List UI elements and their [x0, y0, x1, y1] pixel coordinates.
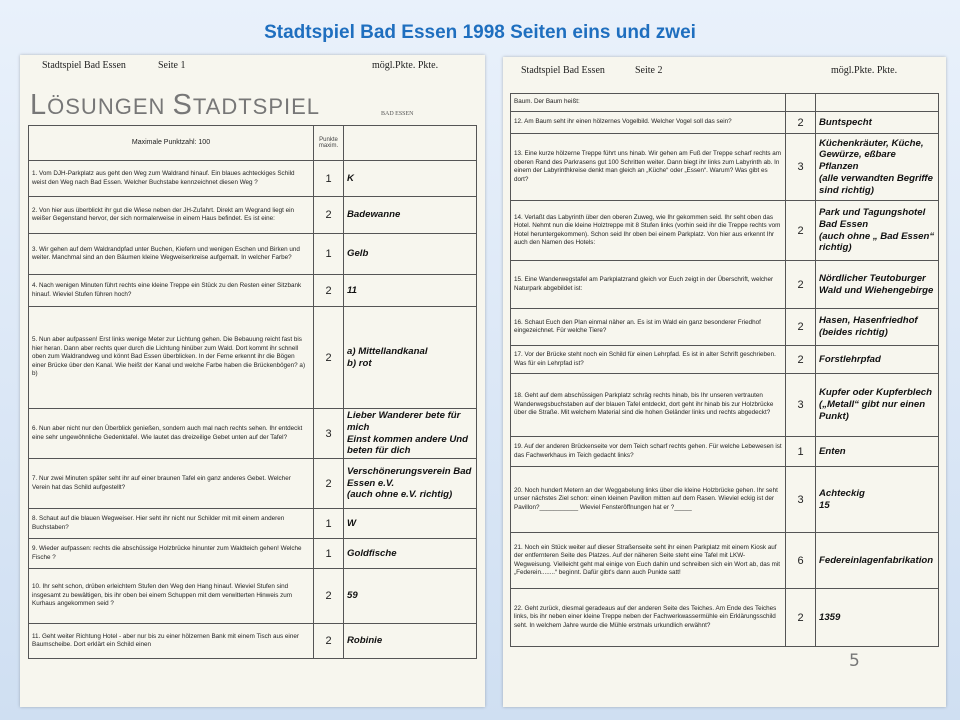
table-row — [511, 346, 939, 374]
table-row — [29, 569, 477, 624]
title-part-2: TADTSPIEL — [192, 94, 321, 119]
table-row — [511, 533, 939, 589]
answer-header-cell — [344, 126, 477, 161]
question-text: 14. Verlaßt das Labyrinth über den oberen Zuweg, wie Ihr gekommen seid. Ihr seht oben das Hotel. Nehmt nun die kleine Holztreppe mit 8 Stufen links (vorhin seid ihr die Treppe rechts vom Hotel heruntergekommen). Schon seid Ihr oben bei einem Parkplatz. Von hier aus erkennt Ihr auch den Namen des Hotels: — [511, 201, 786, 261]
answer: K — [344, 161, 477, 197]
answer: Federeinlagenfabrikation — [816, 533, 939, 589]
table-row — [511, 374, 939, 437]
question-text: 19. Auf der anderen Brückenseite vor dem Teich scharf rechts gehen. Für welche Lebewesen ist das Fachwerkhaus im Teich gedacht links? — [511, 437, 786, 467]
question-text: 1. Vom DJH-Parkplatz aus geht den Weg zum Waldrand hinauf. Ein blaues achteckiges Schild weist den Weg nach Bad Essen. Welcher Buchstabe kennzeichnet diesen Weg ? — [29, 161, 314, 197]
question-text: 21. Noch ein Stück weiter auf dieser Straßenseite seht ihr einen Parkplatz mit einem Kiosk auf der entfernteren Seite des Platzes. Auf der näheren Seite steht eine Tafel mit LKW-Wegweisung. Vielleicht geht mal einige von Euch dahin und schreiben sich ein Wort ab, das mit „Federein........“ beginnt. Dafür gibt's dann auch Punkte satt! — [511, 533, 786, 589]
max-points: 2 — [786, 309, 816, 346]
max-points: 3 — [314, 409, 344, 459]
table-row — [29, 409, 477, 459]
table-row — [29, 161, 477, 197]
question-table-page-1 — [28, 125, 477, 659]
table-row — [29, 459, 477, 509]
page-header-points: mögl.Pkte. Pkte. — [372, 60, 439, 71]
points-column-label: Punkte maxim. — [314, 126, 344, 161]
table-row — [29, 624, 477, 659]
answer: a) Mittellandkanal b) rot — [344, 307, 477, 409]
question-text: 9. Wieder aufpassen: rechts die abschüssige Holzbrücke hinunter zum Waldteich gehen! Welche Fische ? — [29, 539, 314, 569]
answer: Forstlehrpfad — [816, 346, 939, 374]
answer: Park und Tagungshotel Bad Essen (auch ohne „ Bad Essen“ richtig) — [816, 201, 939, 261]
table-row — [511, 201, 939, 261]
max-points: 6 — [786, 533, 816, 589]
question-text: 7. Nur zwei Minuten später seht ihr auf einer braunen Tafel ein ganz anderes Gebet. Welcher Verein hat das Schild aufgestellt? — [29, 459, 314, 509]
title-tag: BAD ESSEN — [381, 111, 414, 117]
table-row — [511, 589, 939, 647]
answer: 1359 — [816, 589, 939, 647]
max-points: 2 — [314, 569, 344, 624]
table-row — [511, 467, 939, 533]
max-points: 2 — [786, 589, 816, 647]
page-header-left: Stadtspiel Bad Essen — [521, 65, 605, 76]
max-points: 1 — [314, 509, 344, 539]
question-text: 8. Schaut auf die blauen Wegweiser. Hier seht ihr nicht nur Schilder mit mit einem anderen Buchstaben? — [29, 509, 314, 539]
max-points: 2 — [786, 261, 816, 309]
answer: Goldfische — [344, 539, 477, 569]
question-text: 18. Geht auf dem abschüssigen Parkplatz schräg rechts hinab, bis Ihr unseren vertrauten Wanderwegsbuchstaben auf der blauen Tafel entdeckt, dort geht ihr hinab bis zur Holzbrücke über die Straße. Mit welchem Material sind die hohen Geländer links und rechts abgedeckt? — [511, 374, 786, 437]
page-header-points: mögl.Pkte. Pkte. — [831, 65, 898, 76]
sheet-title — [30, 89, 320, 122]
page-header-page: Seite 1 — [158, 60, 186, 71]
question-text: 17. Vor der Brücke steht noch ein Schild für einen Lehrpfad. Es ist in alter Schrift geschrieben. Was für ein Lehrpfad ist? — [511, 346, 786, 374]
table-row — [511, 112, 939, 134]
answer: Achteckig 15 — [816, 467, 939, 533]
title-initial-s: S — [172, 89, 193, 121]
answer: Badewanne — [344, 197, 477, 234]
max-points: 2 — [314, 307, 344, 409]
question-text: 12. Am Baum seht ihr einen hölzernes Vogelbild. Welcher Vogel soll das sein? — [511, 112, 786, 134]
table-row — [511, 134, 939, 201]
answer: Lieber Wanderer bete für mich Einst kommen andere Und beten für dich — [344, 409, 477, 459]
table-row — [29, 509, 477, 539]
table-row — [29, 234, 477, 275]
max-points: 1 — [786, 437, 816, 467]
question-text: 15. Eine Wanderwegstafel am Parkplatzrand gleich vor Euch zeigt in der Überschrift, welcher Naturpark abgebildet ist: — [511, 261, 786, 309]
table-row — [511, 261, 939, 309]
question-text: 3. Wir gehen auf dem Waldrandpfad unter Buchen, Kiefern und wenigen Eschen und Birken und weiter. Manchmal sind an den Bäumen kleine Wegweiserkreise aufgemalt. In welcher Farbe? — [29, 234, 314, 275]
answer: Hasen, Hasenfriedhof (beides richtig) — [816, 309, 939, 346]
question-text: 5. Nun aber aufpassen! Erst links wenige Meter zur Lichtung gehen. Die Bebauung reicht fast bis hier heran. Dann aber rechts quer durch die Lichtung hinüber zum Wald. Dort kommt ihr schnell oben zum Waldrandweg und könnt Bad Essen überblicken. In der Ferne erkennt ihr die Bögen einer Brücke über den Kanal. Wie heißt der Kanal und welche Farbe haben die Brückenbögen? a) b) — [29, 307, 314, 409]
max-points: 3 — [786, 134, 816, 201]
max-points: 2 — [314, 197, 344, 234]
table-row-intro — [511, 94, 939, 112]
table-row — [511, 309, 939, 346]
question-table-page-2 — [510, 93, 939, 647]
answer: Verschönerungsverein Bad Essen e.V. (auch ohne e.V. richtig) — [344, 459, 477, 509]
title-initial-l: L — [30, 89, 48, 121]
answer: Enten — [816, 437, 939, 467]
answer: Nördlicher Teutoburger Wald und Wiehengebirge — [816, 261, 939, 309]
question-text: 20. Noch hundert Metern an der Weggabelung links über die kleine Holzbrücke gehen. Ihr seht unser nächstes Ziel schon: einen kleinen Pavillon mitten auf dem Rasen. Wieviel eckig ist der Pavillon?___________ Wieviel Fensteröffnungen hat er ?_____ — [511, 467, 786, 533]
question-text: 11. Geht weiter Richtung Hotel - aber nur bis zu einer hölzernen Bank mit einem Tisch aus einer Baumscheibe. Dort erklärt ein Schild einen — [29, 624, 314, 659]
solution-sheet-page-1 — [20, 55, 485, 707]
answer: Küchenkräuter, Küche, Gewürze, eßbare Pflanzen (alle verwandten Begriffe sind richtig) — [816, 134, 939, 201]
question-text: 4. Nach wenigen Minuten führt rechts eine kleine Treppe ein Stück zu den Resten einer Sitzbank hinauf. Wieviel Stufen führen hoch? — [29, 275, 314, 307]
table-row — [29, 197, 477, 234]
answer: Gelb — [344, 234, 477, 275]
answer: Kupfer oder Kupferblech („Metall“ gibt nur einen Punkt) — [816, 374, 939, 437]
page-header-page: Seite 2 — [635, 65, 663, 76]
max-points: 1 — [314, 539, 344, 569]
max-points: 2 — [786, 112, 816, 134]
max-points: 2 — [314, 624, 344, 659]
answer: 59 — [344, 569, 477, 624]
solution-sheet-page-2 — [503, 57, 946, 707]
page-header-left: Stadtspiel Bad Essen — [42, 60, 126, 71]
table-row — [29, 275, 477, 307]
max-points: 1 — [314, 161, 344, 197]
table-row — [29, 307, 477, 409]
table-header-row — [29, 126, 477, 161]
max-points: 2 — [314, 275, 344, 307]
table-row — [29, 539, 477, 569]
question-text: 10. Ihr seht schon, drüben erleichtern Stufen den Weg den Hang hinauf. Wieviel Stufen sind insgesamt zu bewältigen, bis ihr oben bei einem Schuppen mit dem verwitterten Hinweis zum Kurhaus angekommen seid ? — [29, 569, 314, 624]
max-points: 1 — [314, 234, 344, 275]
answer: Buntspecht — [816, 112, 939, 134]
title-part-1: ÖSUNGEN — [47, 94, 173, 119]
question-text: 2. Von hier aus überblickt ihr gut die Wiese neben der JH-Zufahrt. Direkt am Wegrand liegt ein weißer Gegenstand hervor, der sich normalerweise in einem Haus befindet. Es ist eine: — [29, 197, 314, 234]
max-points: 3 — [786, 467, 816, 533]
max-points-label: Maximale Punktzahl: 100 — [29, 126, 314, 161]
max-points: 2 — [786, 201, 816, 261]
question-text-continued: Baum. Der Baum heißt: — [511, 94, 786, 112]
answer: W — [344, 509, 477, 539]
answer: 11 — [344, 275, 477, 307]
question-text: 13. Eine kurze hölzerne Treppe führt uns hinab. Wir gehen am Fuß der Treppe scharf rechts am oberen Rand des Parkrasens gut 100 Schritten weiter. Dann biegt ihr links zum Labyrinth ab. In einem der Labyrinthkreise denkt man gleich an „Küche“ oder „Essen“. Warum? Was gibt es dort? — [511, 134, 786, 201]
question-text: 22. Geht zurück, diesmal geradeaus auf der anderen Seite des Teiches. Am Ende des Teiches links, bis ihr neben einer kleine Treppe neben der Fachwerkwassermühle ein Erklärungsschild seht. In welchem Jahre wurde die Mühle erstmals urkundlich erwähnt? — [511, 589, 786, 647]
max-points: 2 — [314, 459, 344, 509]
question-text: 16. Schaut Euch den Plan einmal näher an. Es ist im Wald ein ganz besonderer Friedhof eingezeichnet. Für welche Tiere? — [511, 309, 786, 346]
slide-title: Stadtspiel Bad Essen 1998 Seiten eins und zwei — [264, 22, 696, 43]
max-points: 2 — [786, 346, 816, 374]
max-points: 3 — [786, 374, 816, 437]
handwritten-score: 5 — [849, 651, 860, 671]
answer: Robinie — [344, 624, 477, 659]
table-row — [511, 437, 939, 467]
question-text: 6. Nun aber nicht nur den Überblick genießen, sondern auch mal nach rechts sehen. Ihr entdeckt eine sehr ungewöhnliche Gedenktafel. Wie lautet das dreizeilige Gebet unten auf der Tafel? — [29, 409, 314, 459]
